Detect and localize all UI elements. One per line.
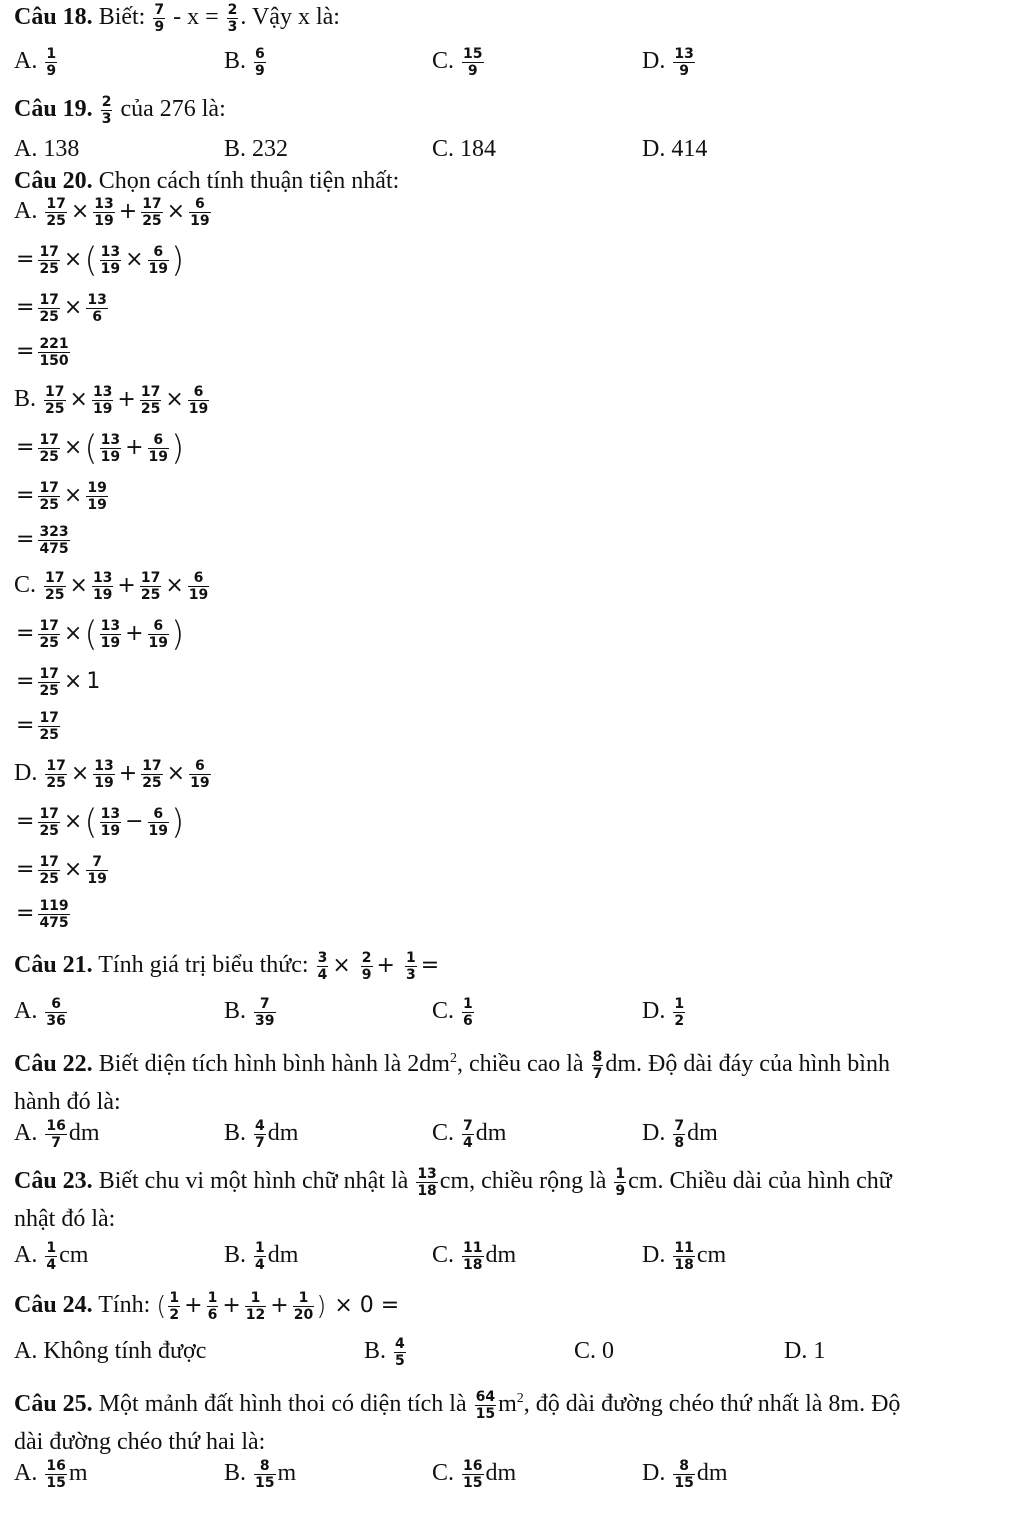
option-a[interactable]: A. 138 bbox=[14, 136, 80, 162]
question-23: Câu 23. Biết chu vi một hình chữ nhật là $\frac{13}{18}$ cm, chiều rộng là $\frac{1}{9}$ cm. Chiều dài của hình chữ nhật đó là: bbox=[14, 1165, 892, 1232]
fraction: $\frac{323}{475}$ bbox=[39, 524, 69, 557]
solution-option[interactable]: B. $\frac{17}{25}$ × $\frac{13}{19}$ + $\frac{17}{25}$ × $\frac{6}{19}$ bbox=[14, 384, 209, 417]
option-c[interactable]: C. $\frac{7}{4}$ dm bbox=[432, 1118, 507, 1151]
solution-step: = $\frac{17}{25}$ × $\frac{13}{6}$ bbox=[16, 292, 107, 325]
option-d[interactable]: D. 414 bbox=[642, 136, 708, 162]
answer-row bbox=[0, 46, 1024, 86]
option-a[interactable]: A. $\frac{1}{9}$ bbox=[14, 46, 57, 79]
fraction: $\frac{17}{25}$ bbox=[46, 758, 66, 791]
solution-step: = $\frac{221}{150}$ bbox=[16, 336, 69, 369]
option-d[interactable]: D. $\frac{11}{18}$ cm bbox=[642, 1240, 727, 1273]
option-d[interactable]: D. $\frac{13}{9}$ bbox=[642, 46, 694, 79]
fraction: $\frac{6}{19}$ bbox=[190, 758, 210, 791]
solution-step: = $\frac{17}{25}$ ×( $\frac{13}{19}$ × $\frac{6}{19}$ ) bbox=[16, 240, 185, 281]
fraction: $\frac{17}{25}$ bbox=[45, 384, 65, 417]
question-text: của 276 là: bbox=[120, 96, 226, 123]
solution-step: = $\frac{17}{25}$ bbox=[16, 710, 59, 743]
question-text: . Vậy x là: bbox=[240, 4, 340, 31]
question-text: Chọn cách tính thuận tiện nhất: bbox=[98, 168, 400, 194]
fraction: $\frac{13}{19}$ bbox=[94, 196, 114, 229]
answer-row bbox=[0, 1336, 1024, 1376]
solution-step: = $\frac{17}{25}$ × $\frac{19}{19}$ bbox=[16, 480, 107, 513]
answer-row bbox=[0, 996, 1024, 1036]
fraction: $\frac{2}{3}$ bbox=[227, 2, 238, 35]
solution-step: = $\frac{17}{25}$ ×( $\frac{13}{19}$ + $\frac{6}{19}$ ) bbox=[16, 614, 185, 655]
option-b[interactable]: B. $\frac{6}{9}$ bbox=[224, 46, 265, 79]
fraction: $\frac{17}{25}$ bbox=[140, 384, 161, 417]
fraction: $\frac{13}{19}$ bbox=[92, 570, 113, 603]
solution-option[interactable]: D. $\frac{17}{25}$ × $\frac{13}{19}$ + $\frac{17}{25}$ × $\frac{6}{19}$ bbox=[14, 758, 210, 791]
fraction: $\frac{2}{3}$ bbox=[101, 94, 112, 127]
option-a[interactable]: A. $\frac{1}{4}$ cm bbox=[14, 1240, 89, 1273]
solution-step: = $\frac{17}{25}$ × $\frac{7}{19}$ bbox=[16, 854, 107, 887]
question-title: Câu 25. bbox=[14, 1391, 93, 1417]
fraction: $\frac{17}{25}$ bbox=[39, 806, 59, 839]
option-b[interactable]: B. $\frac{1}{4}$ dm bbox=[224, 1240, 299, 1273]
question-text: - x = bbox=[173, 4, 219, 31]
fraction: $\frac{13}{19}$ bbox=[100, 432, 121, 465]
answer-row bbox=[0, 1240, 1024, 1280]
solution-step: = $\frac{17}{25}$ ×( $\frac{13}{19}$ − $\frac{6}{19}$ ) bbox=[16, 802, 185, 843]
option-b[interactable]: B. 232 bbox=[224, 136, 289, 162]
option-d[interactable]: D. 1 bbox=[784, 1338, 826, 1364]
option-c[interactable]: C. $\frac{1}{6}$ bbox=[432, 996, 473, 1029]
question-title: Câu 21. bbox=[14, 952, 93, 979]
option-d[interactable]: D. $\frac{8}{15}$ dm bbox=[642, 1458, 728, 1491]
question-19 bbox=[14, 94, 226, 127]
question-20 bbox=[14, 166, 399, 196]
option-a[interactable]: A. $\frac{16}{7}$ dm bbox=[14, 1118, 100, 1151]
option-b[interactable]: B. $\frac{7}{39}$ bbox=[224, 996, 275, 1029]
option-c[interactable]: C. $\frac{15}{9}$ bbox=[432, 46, 483, 79]
fraction: $\frac{13}{19}$ bbox=[100, 244, 121, 277]
question-18 bbox=[14, 2, 340, 35]
fraction: $\frac{17}{25}$ bbox=[39, 244, 59, 277]
option-a[interactable]: A. $\frac{16}{15}$ m bbox=[14, 1458, 88, 1491]
fraction: $\frac{119}{475}$ bbox=[39, 898, 69, 931]
fraction: $\frac{17}{25}$ bbox=[39, 432, 59, 465]
fraction: $\frac{13}{6}$ bbox=[87, 292, 107, 325]
answer-row bbox=[0, 1458, 1024, 1498]
question-22: Câu 22. Biết diện tích hình bình hành là $2dm^2$, chiều cao là $\frac{8}{7}$ dm. Độ dài đáy của hình bình hành đó là: bbox=[14, 1048, 890, 1115]
question-title: Câu 23. bbox=[14, 1168, 93, 1194]
fraction: $\frac{17}{25}$ bbox=[39, 480, 59, 513]
option-a[interactable]: A. $\frac{6}{36}$ bbox=[14, 996, 66, 1029]
fraction: $\frac{13}{19}$ bbox=[94, 758, 114, 791]
fraction: $\frac{19}{19}$ bbox=[87, 480, 107, 513]
option-b[interactable]: B. $\frac{4}{5}$ bbox=[364, 1336, 405, 1369]
question-title: Câu 22. bbox=[14, 1051, 93, 1077]
fraction: $\frac{6}{19}$ bbox=[148, 806, 169, 839]
fraction: $\frac{17}{25}$ bbox=[39, 854, 59, 887]
fraction: $\frac{6}{19}$ bbox=[148, 618, 169, 651]
fraction: $\frac{17}{25}$ bbox=[142, 196, 162, 229]
solution-step: = $\frac{17}{25}$ × 1 bbox=[16, 666, 101, 699]
fraction: $\frac{7}{9}$ bbox=[154, 2, 165, 35]
option-d[interactable]: D. $\frac{7}{8}$ dm bbox=[642, 1118, 718, 1151]
fraction: $\frac{17}{25}$ bbox=[140, 570, 161, 603]
question-title: Câu 24. bbox=[14, 1292, 93, 1319]
fraction: $\frac{6}{19}$ bbox=[188, 384, 209, 417]
option-b[interactable]: B. $\frac{4}{7}$ dm bbox=[224, 1118, 299, 1151]
option-c[interactable]: C. $\frac{16}{15}$ dm bbox=[432, 1458, 517, 1491]
fraction: $\frac{17}{25}$ bbox=[46, 196, 66, 229]
option-c[interactable]: C. 184 bbox=[432, 136, 497, 162]
question-title: Câu 19. bbox=[14, 96, 93, 123]
fraction: $\frac{7}{19}$ bbox=[87, 854, 107, 887]
question-24: Câu 24. Tính: ( $\frac{1}{2}$ + $\frac{1}{6}$ + $\frac{1}{12}$ + $\frac{1}{20}$ ) × 0 = bbox=[14, 1290, 400, 1323]
fraction: $\frac{17}{25}$ bbox=[39, 618, 59, 651]
option-c[interactable]: C. $\frac{11}{18}$ dm bbox=[432, 1240, 517, 1273]
fraction: $\frac{13}{19}$ bbox=[92, 384, 113, 417]
fraction: $\frac{6}{19}$ bbox=[148, 244, 169, 277]
fraction: $\frac{17}{25}$ bbox=[142, 758, 162, 791]
fraction: $\frac{6}{19}$ bbox=[148, 432, 169, 465]
fraction: $\frac{6}{19}$ bbox=[188, 570, 209, 603]
option-b[interactable]: B. $\frac{8}{15}$ m bbox=[224, 1458, 297, 1491]
question-text: Tính giá trị biểu thức: bbox=[98, 952, 309, 979]
solution-option[interactable]: C. $\frac{17}{25}$ × $\frac{13}{19}$ + $\frac{17}{25}$ × $\frac{6}{19}$ bbox=[14, 570, 209, 603]
solution-step: = $\frac{17}{25}$ ×( $\frac{13}{19}$ + $\frac{6}{19}$ ) bbox=[16, 428, 185, 469]
question-title: Câu 20. bbox=[14, 168, 93, 194]
fraction: $\frac{13}{19}$ bbox=[100, 618, 121, 651]
question-21: Câu 21. Tính giá trị biểu thức: $\frac{3}{4}$ × $\frac{2}{9}$ + $\frac{1}{3}$ = bbox=[14, 950, 440, 983]
fraction: $\frac{17}{25}$ bbox=[39, 666, 59, 699]
option-d[interactable]: D. $\frac{1}{2}$ bbox=[642, 996, 685, 1029]
fraction: $\frac{221}{150}$ bbox=[39, 336, 69, 369]
question-25: Câu 25. Một mảnh đất hình thoi có diện tích là $\frac{64}{15}$ $m^2$, độ dài đường chéo thứ nhất là 8m. Độ dài đường chéo thứ hai là: bbox=[14, 1388, 901, 1455]
solution-option[interactable]: A. $\frac{17}{25}$ × $\frac{13}{19}$ + $\frac{17}{25}$ × $\frac{6}{19}$ bbox=[14, 196, 210, 229]
answer-row bbox=[0, 134, 1024, 164]
solution-step: = $\frac{119}{475}$ bbox=[16, 898, 69, 931]
question-title: Câu 18. bbox=[14, 4, 93, 31]
question-text: Biết: bbox=[98, 4, 146, 31]
fraction: $\frac{17}{25}$ bbox=[45, 570, 65, 603]
fraction: $\frac{6}{19}$ bbox=[190, 196, 210, 229]
answer-row bbox=[0, 1118, 1024, 1158]
fraction: $\frac{17}{25}$ bbox=[39, 710, 59, 743]
option-a[interactable]: A. Không tính được bbox=[14, 1338, 207, 1364]
solution-step: = $\frac{323}{475}$ bbox=[16, 524, 69, 557]
fraction: $\frac{13}{19}$ bbox=[100, 806, 121, 839]
option-c[interactable]: C. 0 bbox=[574, 1338, 615, 1364]
fraction: $\frac{17}{25}$ bbox=[39, 292, 59, 325]
